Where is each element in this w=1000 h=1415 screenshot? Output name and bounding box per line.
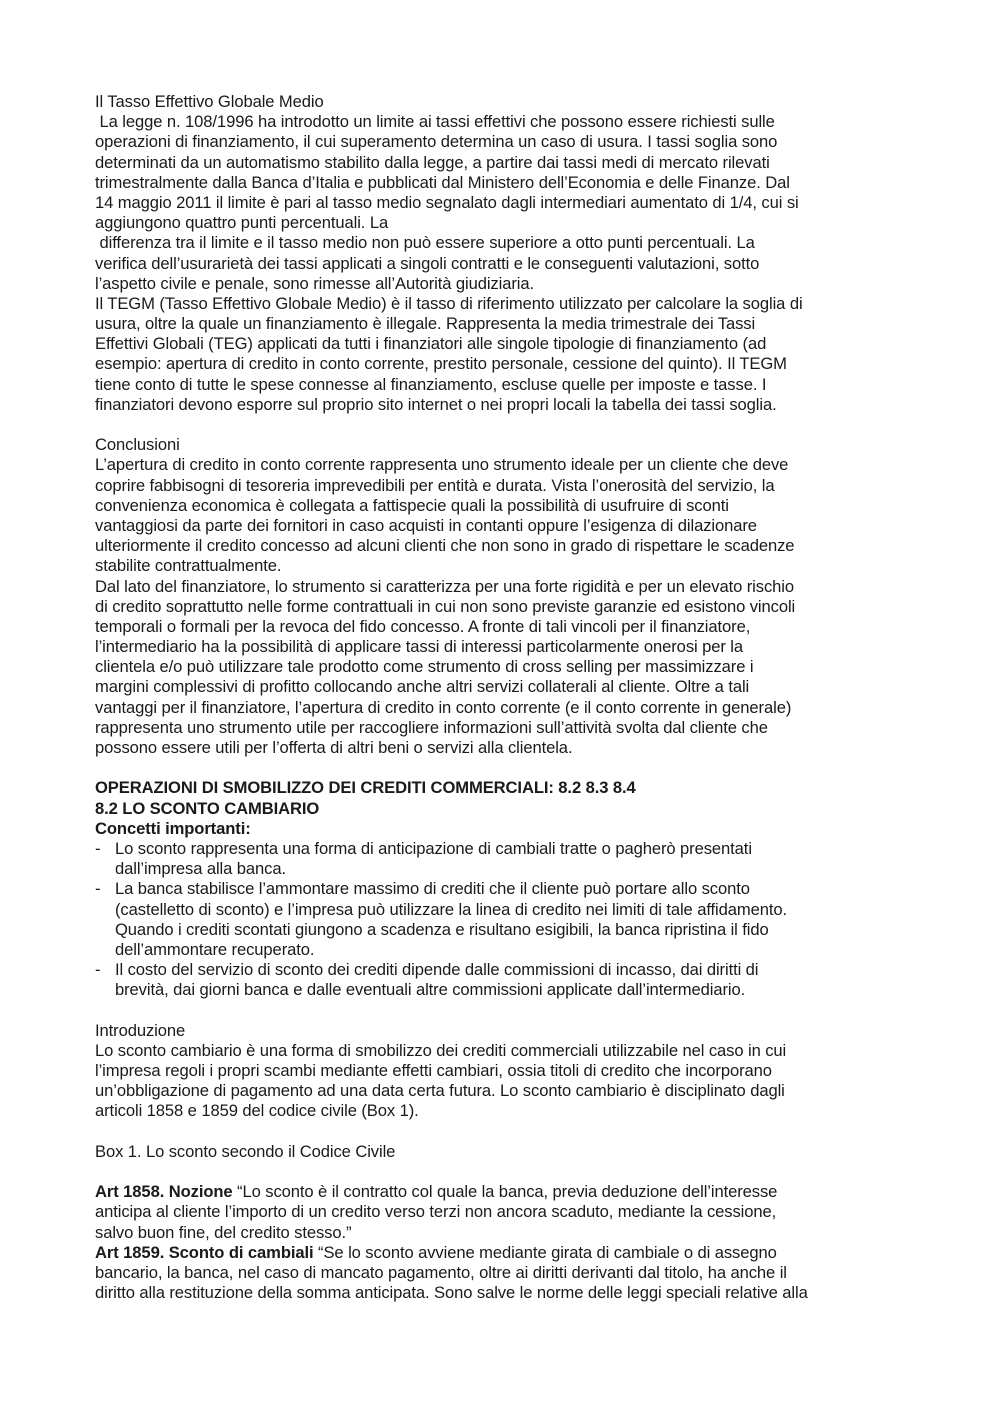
paragraph-line: articoli 1858 e 1859 del codice civile (Box 1). xyxy=(95,1101,419,1121)
paragraph-line: Lo sconto cambiario è una forma di smobilizzo dei crediti commerciali utilizzabile nel caso in cui xyxy=(95,1040,787,1060)
paragraph-line: ulteriormente il credito concesso ad alcuni clienti che non sono in grado di rispettare le scadenze xyxy=(95,536,795,556)
article-1858-line xyxy=(95,1182,925,1202)
paragraph-line: vantaggiosi da parte dei fornitori in caso acquisti in contanti oppure l’esigenza di dilazionare xyxy=(95,515,757,535)
paragraph-line: differenza tra il limite e il tasso medio non può essere superiore a otto punti percentuali. La xyxy=(95,233,755,253)
paragraph-line: vantaggi per il finanziatore, l’apertura di credito in conto corrente (e il conto corrente in generale) xyxy=(95,697,792,717)
paragraph-line: tiene conto di tutte le spese connesse al finanziamento, escluse quelle per imposte e tasse. I xyxy=(95,374,767,394)
list-line: La banca stabilisce l’ammontare massimo di crediti che il cliente può portare allo sconto xyxy=(115,879,750,899)
article-1859-line xyxy=(95,1243,925,1263)
paragraph-line: temporali o formali per la revoca del fido concesso. A fronte di tali vincoli per il finanziatore, xyxy=(95,616,751,636)
paragraph-line: diritto alla restituzione della somma anticipata. Sono salve le norme delle leggi speciali relative alla xyxy=(95,1283,808,1303)
paragraph-line: operazioni di finanziamento, il cui superamento determina un caso di usura. I tassi soglia sono xyxy=(95,132,778,152)
dash-bullet: - xyxy=(95,879,101,899)
paragraph-line: L’apertura di credito in conto corrente rappresenta uno strumento ideale per un cliente che deve xyxy=(95,455,789,475)
article-1859-text: “Se lo sconto avviene mediante girata di cambiale o di assegno xyxy=(313,1242,777,1262)
paragraph-line: coprire fabbisogni di tesoreria imprevedibili per entità e durata. Vista l’onerosità del servizio, la xyxy=(95,475,775,495)
paragraph-line: rappresenta uno strumento utile per raccogliere informazioni sull’attività svolta dal cliente che xyxy=(95,717,768,737)
paragraph-line: La legge n. 108/1996 ha introdotto un limite ai tassi effettivi che possono essere richiesti sulle xyxy=(95,112,775,132)
paragraph-line: clientela e/o può utilizzare tale prodotto come strumento di cross selling per massimizzare i xyxy=(95,657,754,677)
paragraph-line: l’intermediario ha la possibilità di applicare tassi di interessi particolarmente onerosi per la xyxy=(95,637,744,657)
spacer xyxy=(95,758,925,778)
paragraph-line: stabilite contrattualmente. xyxy=(95,556,282,576)
paragraph-line: l’aspetto civile e penale, sono rimesse all’Autorità giudiziaria. xyxy=(95,273,534,293)
list-line: dell’ammontare recuperato. xyxy=(115,939,315,959)
section-title-operazioni: OPERAZIONI DI SMOBILIZZO DEI CREDITI COMMERCIALI: 8.2 8.3 8.4 xyxy=(95,778,636,798)
paragraph-line: anticipa al cliente l’importo di un credito verso terzi non ancora scaduto, mediante la cessione, xyxy=(95,1202,777,1222)
section-title-sconto-cambiario: 8.2 LO SCONTO CAMBIARIO xyxy=(95,798,320,818)
subtitle-concetti: Concetti importanti: xyxy=(95,818,251,838)
section-heading-conclusioni: Conclusioni xyxy=(95,435,180,455)
section-heading-tegm: Il Tasso Effettivo Globale Medio xyxy=(95,92,324,111)
document-page xyxy=(95,92,925,1303)
list-line: (castelletto di sconto) e l’impresa può utilizzare la linea di credito nei limiti di tale affidamento. xyxy=(115,899,788,919)
paragraph-line: un’obbligazione di pagamento ad una data certa futura. Lo sconto cambiario è disciplinato dagli xyxy=(95,1081,785,1101)
paragraph-line: aggiungono quattro punti percentuali. La xyxy=(95,213,389,233)
spacer xyxy=(95,1122,925,1142)
paragraph-line: convenienza economica è collegata a fattispecie quali la possibilità di usufruire di sconti xyxy=(95,495,729,515)
spacer xyxy=(95,415,925,435)
paragraph-line: l’impresa regoli i propri scambi mediante effetti cambiari, ossia titoli di credito che incorporano xyxy=(95,1061,772,1080)
list-line: dall’impresa alla banca. xyxy=(115,859,287,879)
paragraph-line: verifica dell’usurarietà dei tassi applicati a singoli contratti e le conseguenti valutazioni, sotto xyxy=(95,253,760,273)
paragraph-line: Il TEGM (Tasso Effettivo Globale Medio) è il tasso di riferimento utilizzato per calcolare la soglia di xyxy=(95,293,803,313)
paragraph-line: di credito soprattutto nelle forme contrattuali in cui non sono previste garanzie ed esistono vincoli xyxy=(95,596,796,616)
paragraph-line: finanziatori devono esporre sul proprio sito internet o nei propri locali la tabella dei tassi soglia. xyxy=(95,394,777,414)
paragraph-line: bancario, la banca, nel caso di mancato pagamento, oltre ai diritti derivanti dal titolo, ha anche il xyxy=(95,1262,787,1282)
paragraph-line: usura, oltre la quale un finanziamento è illegale. Rappresenta la media trimestrale dei Tassi xyxy=(95,314,756,334)
spacer xyxy=(95,1162,925,1182)
paragraph-line: salvo buon fine, del credito stesso.” xyxy=(95,1222,352,1242)
dash-bullet: - xyxy=(95,960,101,980)
box-heading: Box 1. Lo sconto secondo il Codice Civile xyxy=(95,1141,396,1161)
paragraph-line: trimestralmente dalla Banca d’Italia e pubblicati dal Ministero dell’Economia e delle Finanze. Dal xyxy=(95,172,790,192)
list-line: Quando i crediti scontati giungono a scadenza e risultano esigibili, la banca ripristina il fido xyxy=(115,919,769,939)
list-line: Il costo del servizio di sconto dei crediti dipende dalle commissioni di incasso, dai diritti di xyxy=(115,960,759,980)
list-item xyxy=(95,960,925,1000)
list-line: brevità, dai giorni banca e dalle eventuali altre commissioni applicate dall’intermediario. xyxy=(115,980,746,1000)
paragraph-line: esempio: apertura di credito in conto corrente, prestito personale, cessione del quinto). Il TEGM xyxy=(95,354,787,374)
article-1858-label: Art 1858. Nozione xyxy=(95,1182,233,1202)
section-heading-introduzione: Introduzione xyxy=(95,1020,186,1040)
list-item xyxy=(95,839,925,879)
paragraph-line: Effettivi Globali (TEG) applicati da tutti i finanziatori alle singole tipologie di finanziamento (ad xyxy=(95,334,767,354)
dash-bullet: - xyxy=(95,838,101,858)
paragraph-line: possono essere utili per l’offerta di altri beni o servizi alla clientela. xyxy=(95,738,573,757)
paragraph-line: determinati da un automatismo stabilito dalla legge, a partire dai tassi medi di mercato rilevati xyxy=(95,152,770,172)
paragraph-line: 14 maggio 2011 il limite è pari al tasso medio segnalato dagli intermediari aumentato di 1/4, cui si xyxy=(95,192,799,212)
paragraph-line: margini complessivi di profitto collocando anche altri servizi collaterali al cliente. Oltre a tali xyxy=(95,677,750,697)
list-item xyxy=(95,879,925,960)
article-1859-label: Art 1859. Sconto di cambiali xyxy=(95,1242,314,1262)
list-line: Lo sconto rappresenta una forma di anticipazione di cambiali tratte o pagherò presentati xyxy=(115,838,752,858)
spacer xyxy=(95,1000,925,1020)
article-1858-text: “Lo sconto è il contratto col quale la banca, previa deduzione dell’interesse xyxy=(232,1182,778,1202)
paragraph-line: Dal lato del finanziatore, lo strumento si caratterizza per una forte rigidità e per un elevato rischio xyxy=(95,576,794,596)
